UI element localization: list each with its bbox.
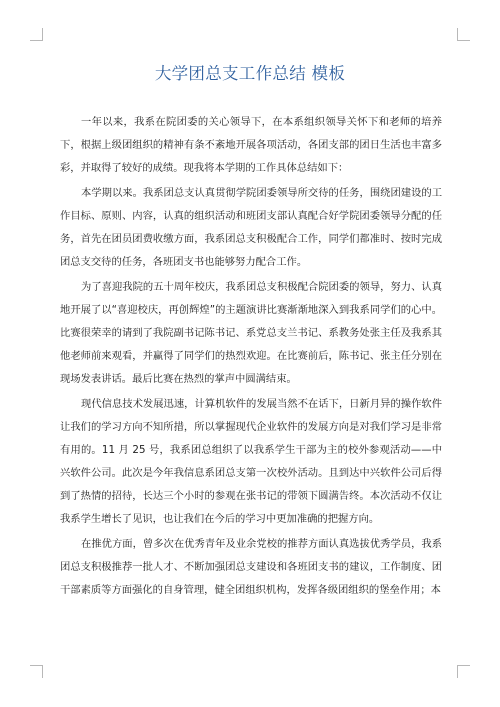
crop-mark-bottom-right <box>457 665 470 678</box>
paragraph-2: 本学期以来。我系团总支认真贯彻学院团委领导所交待的任务，围绕团建设的工作目标、原则、内容，认真的组织活动和班团支部认真配合好学院团委领导分配的任务，首先在团员团费收缴方面，我系团总支积极配合工作，同学们都准时、按时完成团总支交待的任务，各班团支书也能够努力配合工作。 <box>60 187 442 268</box>
document-title: 大学团总支工作总结 模板 <box>154 64 346 83</box>
document-body <box>60 111 442 604</box>
paragraph-4: 现代信息技术发展迅速，计算机软件的发展当然不在话下，日新月异的操作软件让我们的学习方向不知所措，所以掌握现代企业软件的发展方向是对我们学习是非常有用的。11 月 25 号，我系团总组织了以我系学生干部为主的校外参观活动——中兴软件公司。此次是今年我信息系团总支第一次校外活动。且到达中兴软件公司后得到了热情的招待，长达三个小时的参观在张书记的带领下圆满告终。本次活动不仅让我系学生增长了见识，也让我们在今后的学习中更加准确的把握方向。 <box>60 398 442 525</box>
paragraph-1: 一年以来，我系在院团委的关心领导下，在本系组织领导关怀下和老师的培养下，根据上级团组织的精神有条不紊地开展各项活动，各团支部的团日生活也丰富多彩，并取得了较好的成绩。现我将本学期的工作具体总结如下： <box>60 116 442 174</box>
crop-mark-bottom-left <box>30 665 43 678</box>
crop-mark-top-right <box>457 28 470 41</box>
paragraph-5: 在推优方面，曾多次在优秀青年及业余党校的推荐方面认真选拔优秀学员，我系团总支积极推荐一批人才、不断加强团总支建设和各班团支书的建议，工作制度、团干部素质等方面强化的自身管理，健全团组织机构，发挥各级团组织的堡垒作用；本 <box>60 538 442 596</box>
paragraph-3: 为了喜迎我院的五十周年校庆，我系团总支积极配合院团委的领导，努力、认真地开展了以“喜迎校庆，再创辉煌”的主题演讲比赛渐渐地深入到我系同学们的心中。比赛很荣幸的请到了我院副书记陈书记、系党总支兰书记、系教务处张主任及我系其他老师前来观看，并赢得了同学们的热烈欢迎。在比赛前后，陈书记、张主任分别在现场发表讲话。最后比赛在热烈的掌声中圆满结束。 <box>60 281 442 385</box>
crop-mark-top-left <box>30 28 43 41</box>
